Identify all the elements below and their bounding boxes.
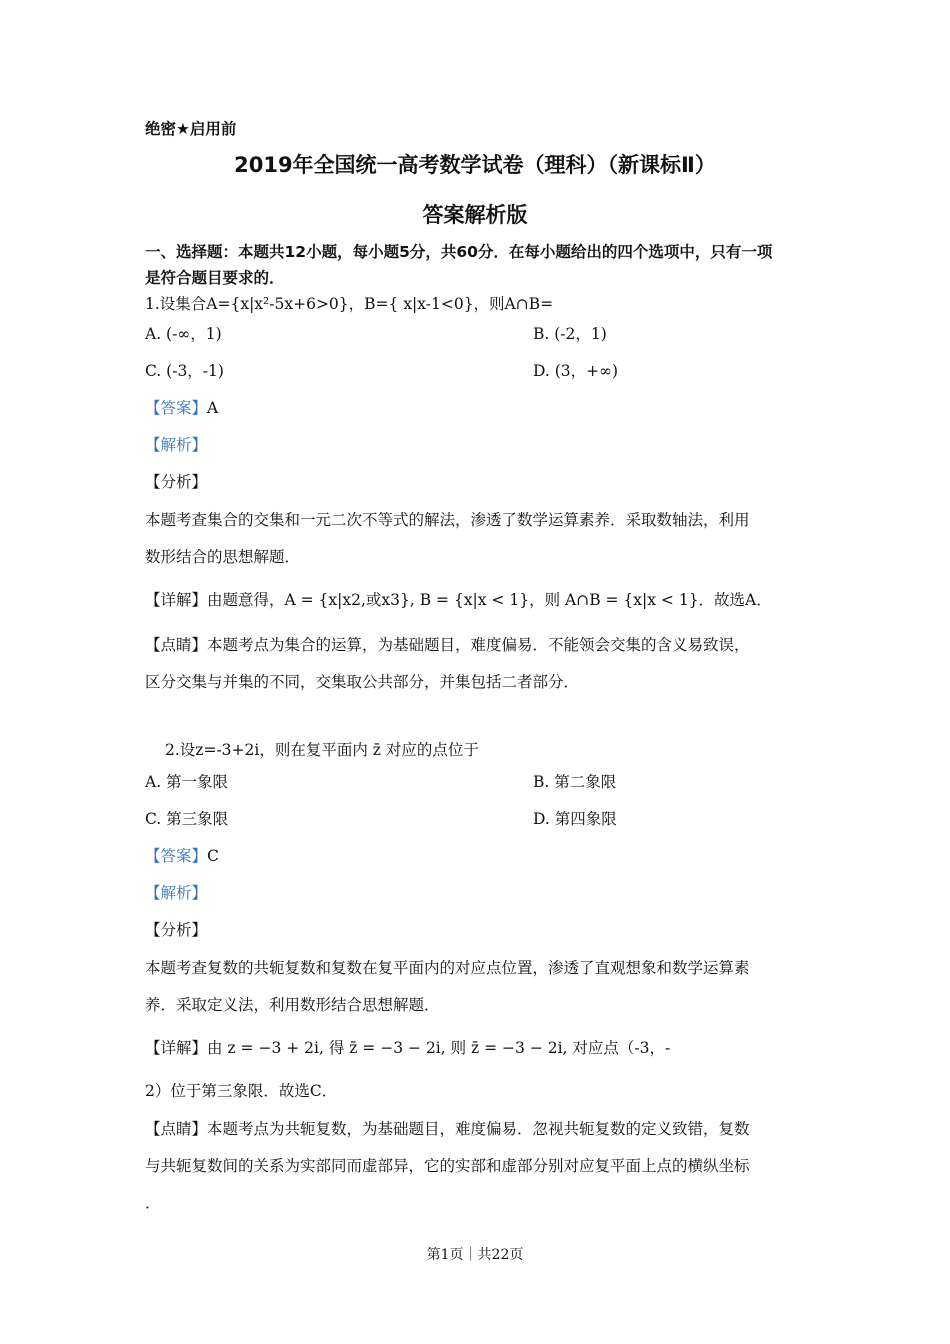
q1-option-d: D. (3，+∞) <box>533 362 619 380</box>
q2-option-a: A. 第一象限 <box>145 773 229 791</box>
q1-answer-tag: 【答案】 <box>145 399 208 417</box>
q2-jiexi-tag: 【解析】 <box>145 884 208 902</box>
page-footer: 第1页｜共22页 <box>426 1247 524 1263</box>
section-heading-line2: 是符合题目要求的． <box>145 269 285 287</box>
q1-dianjing-tag: 【点睛】 <box>145 636 208 654</box>
q2-answer-row <box>145 845 219 867</box>
q1-option-c: C. (-3，-1) <box>145 362 224 380</box>
page-subtitle: 答案解析版 <box>422 203 528 227</box>
q1-dianjing-line2: 区分交集与并集的不同，交集取公共部分，并集包括二者部分． <box>145 673 580 691</box>
q2-dianjing-row <box>145 1118 750 1140</box>
q1-fenxi-line2: 数形结合的思想解题． <box>145 548 301 566</box>
q2-detail-line2: 2）位于第三象限．故选C． <box>145 1082 338 1100</box>
q2-option-c: C. 第三象限 <box>145 810 229 828</box>
q2-detail-row <box>145 1037 670 1059</box>
confidential-label: 绝密★启用前 <box>145 120 237 138</box>
q1-detail-tag: 【详解】 <box>145 591 208 609</box>
q1-answer: A <box>207 399 219 417</box>
q1-dianjing-row <box>145 634 750 656</box>
q1-option-a: A. (-∞，1) <box>145 325 222 343</box>
q2-fenxi-tag: 【分析】 <box>145 921 208 939</box>
page-title: 2019年全国统一高考数学试卷（理科）（新课标Ⅱ） <box>234 153 716 177</box>
q1-detail-row <box>145 589 772 611</box>
q1-option-b: B. (-2，1) <box>533 325 607 343</box>
q1-stem: 1.设集合A={x|x²-5x+6>0}，B={ x|x-1<0}，则A∩B= <box>145 295 554 313</box>
q2-dianjing-tag: 【点睛】 <box>145 1120 208 1138</box>
q2-detail-line1: 由 z = −3 + 2i, 得 z̄ = −3 − 2i, 则 z̄ = −3 − 2i, 对应点（-3，- <box>207 1039 671 1057</box>
q2-dianjing-line1: 本题考点为共轭复数，为基础题目，难度偏易．忽视共轭复数的定义致错，复数 <box>207 1120 750 1138</box>
q2-dianjing-line2: 与共轭复数间的关系为实部同而虚部异，它的实部和虚部分别对应复平面上点的横纵坐标 <box>145 1157 750 1175</box>
q1-jiexi-tag: 【解析】 <box>145 436 208 454</box>
q2-fenxi-line1: 本题考查复数的共轭复数和复数在复平面内的对应点位置，渗透了直观想象和数学运算素 <box>145 959 750 977</box>
q1-fenxi-tag: 【分析】 <box>145 473 208 491</box>
q2-detail-tag: 【详解】 <box>145 1039 208 1057</box>
q2-dianjing-line3: ． <box>145 1194 161 1212</box>
q2-fenxi-line2: 养．采取定义法，利用数形结合思想解题． <box>145 996 440 1014</box>
q2-option-b: B. 第二象限 <box>533 773 617 791</box>
q1-detail-text: 由题意得，A = {x|x2,或x3}, B = {x|x < 1}，则 A∩B = {x|x < 1}．故选A． <box>207 591 772 609</box>
section-heading-line1: 一、选择题：本题共12小题，每小题5分，共60分．在每小题给出的四个选项中，只有一项 <box>145 243 773 261</box>
q2-stem: 2.设z=-3+2i，则在复平面内 z̄ 对应的点位于 <box>165 741 479 759</box>
q2-answer: C <box>207 847 219 865</box>
q1-answer-row <box>145 397 218 419</box>
q2-option-d: D. 第四象限 <box>533 810 617 828</box>
q1-dianjing-line1: 本题考点为集合的运算，为基础题目，难度偏易．不能领会交集的含义易致误， <box>207 636 750 654</box>
q2-answer-tag: 【答案】 <box>145 847 208 865</box>
q1-fenxi-line1: 本题考查集合的交集和一元二次不等式的解法，渗透了数学运算素养．采取数轴法，利用 <box>145 511 750 529</box>
